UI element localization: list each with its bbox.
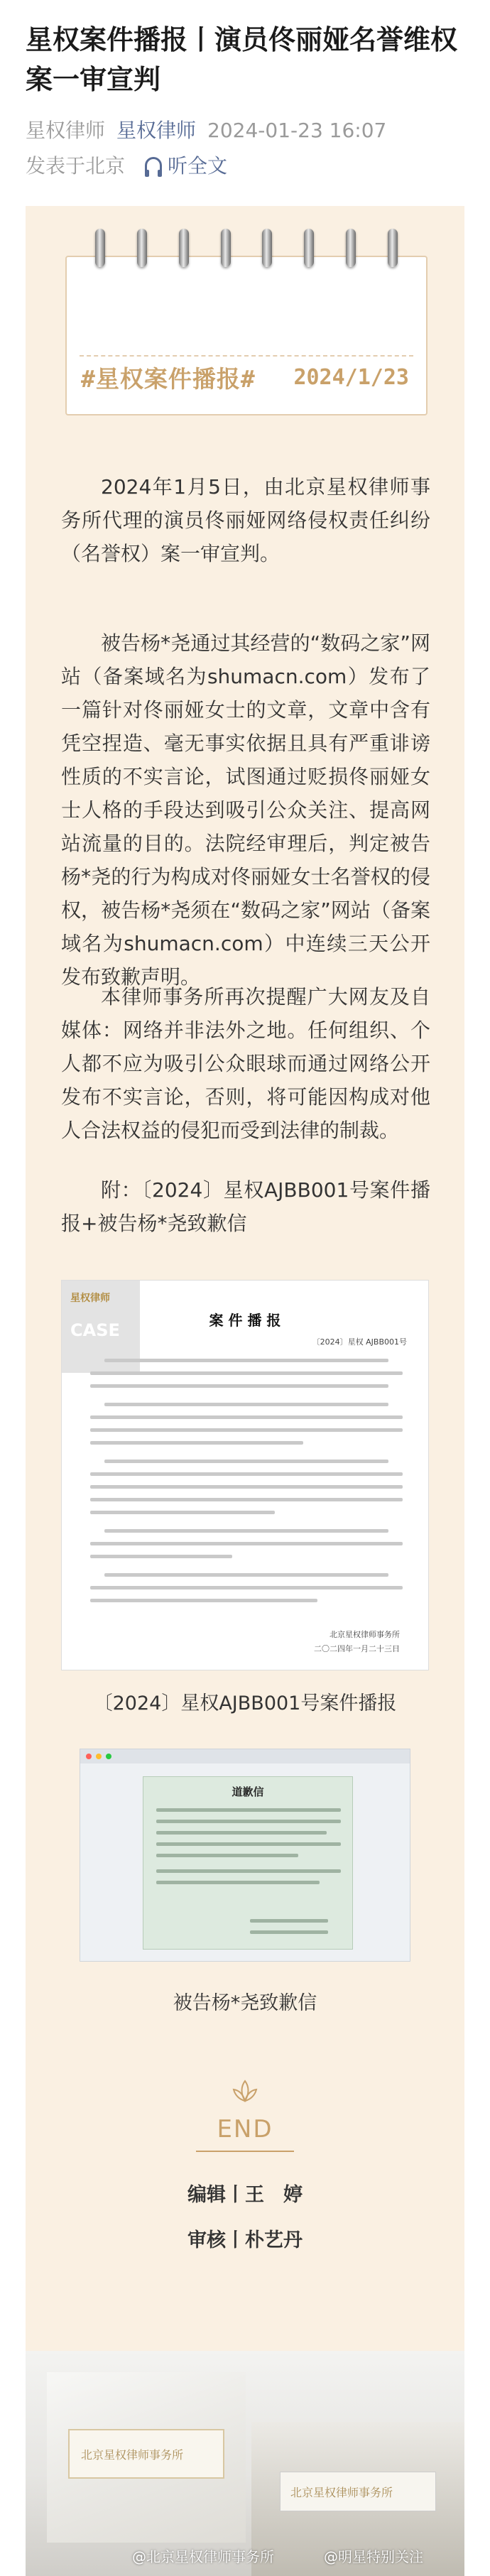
doc-text-line [90, 1542, 403, 1545]
doc-text-line [104, 1359, 388, 1362]
doc-logo: 星权律师 [70, 1293, 110, 1304]
notice-text-line [156, 1854, 298, 1857]
article-body [26, 206, 464, 2576]
banner-card [65, 256, 428, 415]
apology-heading: 道歉信 [232, 1786, 264, 1798]
doc-firm: 北京星权律师事务所 [330, 1630, 400, 1639]
doc-text-line [90, 1428, 403, 1432]
close-dot-icon [86, 1754, 92, 1759]
notice-text-line [156, 1808, 341, 1812]
binder-rings [65, 229, 428, 271]
doc-number: 〔2024〕星权 AJBB001号 [312, 1337, 407, 1347]
article-title: 星权案件播报丨演员佟丽娅名誉维权案一审宣判 [26, 24, 458, 95]
end-label: END [217, 2115, 273, 2143]
apology-caption: 被告杨*尧致歉信 [173, 1992, 317, 2014]
maximize-dot-icon [106, 1754, 111, 1759]
apology-letter-image[interactable] [80, 1749, 410, 1962]
binder-ring [95, 229, 105, 267]
apology-notice [143, 1776, 353, 1950]
doc-case-word: CASE [70, 1320, 120, 1340]
reviewer-credit: 审核丨朴艺丹 [187, 2229, 303, 2251]
doc-date: 二〇二四年一月二十三日 [314, 1644, 400, 1653]
doc-text-line [104, 1529, 388, 1533]
banner-tag: #星权案件播报# [81, 365, 256, 393]
binder-ring [179, 229, 189, 267]
doc-text-line [104, 1460, 388, 1463]
watermark-right: @明星特别关注 [324, 2548, 423, 2565]
doc-text-line [90, 1485, 403, 1489]
notice-text-line [156, 1869, 341, 1873]
banner-divider [80, 355, 413, 357]
office-sign [68, 2429, 224, 2479]
doc-text-line [90, 1498, 403, 1501]
editor-credit: 编辑丨王 婷 [187, 2184, 303, 2206]
case-report-caption: 〔2024〕星权AJBB001号案件播报 [93, 1692, 397, 1714]
doc-text-line [104, 1403, 388, 1406]
notice-text-line [156, 1820, 341, 1823]
listen-button[interactable] [145, 151, 227, 179]
publish-location: 发表于北京 [26, 154, 126, 178]
author-name: 星权律师 [26, 119, 106, 142]
paragraph-1: 2024年1月5日，由北京星权律师事务所代理的演员佟丽娅网络侵权责任纠纷（名誉权）案一审宣判。 [61, 475, 430, 565]
publish-time: 2024-01-23 16:07 [207, 119, 387, 142]
notice-text-line [156, 1831, 327, 1835]
binder-ring [304, 229, 314, 267]
minimize-dot-icon [96, 1754, 102, 1759]
office-sign-2 [280, 2472, 436, 2511]
watermark-left: @北京星权律师事务所 [132, 2548, 274, 2565]
doc-text-line [90, 1586, 403, 1589]
office-sign-text: 北京星权律师事务所 [81, 2448, 184, 2462]
account-link[interactable]: 星权律师 [116, 119, 197, 142]
doc-text-line [90, 1555, 232, 1558]
doc-text-line [90, 1415, 403, 1419]
listen-label: 听全文 [168, 154, 228, 178]
banner-date: 2024/1/23 [293, 365, 409, 390]
lotus-icon [229, 2077, 261, 2109]
binder-ring [137, 229, 147, 267]
paragraph-3: 本律师事务所再次提醒广大网友及自媒体：网络并非法外之地。任何组织、个人都不应为吸引公众眼球而通过网络公开发布不实言论，否则，将可能因构成对他人合法权益的侵犯而受到法律的制裁。 [61, 985, 430, 1142]
end-divider [196, 2151, 294, 2152]
headphone-icon [145, 157, 162, 173]
case-report-image[interactable] [61, 1280, 429, 1670]
article-meta [26, 115, 386, 143]
doc-heading: 案 件 播 报 [209, 1312, 281, 1329]
doc-text-line [90, 1599, 317, 1602]
notice-text-line [156, 1881, 320, 1884]
doc-text-line [90, 1511, 275, 1514]
browser-bar [80, 1749, 410, 1763]
doc-text-line [90, 1441, 303, 1445]
binder-ring [262, 229, 272, 267]
office-sign-text-2: 北京星权律师事务所 [290, 2486, 393, 2499]
paragraph-4: 附：〔2024〕星权AJBB001号案件播报+被告杨*尧致歉信 [61, 1178, 430, 1235]
paragraph-2: 被告杨*尧通过其经营的“数码之家”网站（备案域名为shumacn.com）发布了一篇针对佟丽娅女士的文章，文章中含有凭空捏造、毫无事实依据且具有严重诽谤性质的不实言论，试图通过贬损佟丽娅女士人格的手段达到吸引公众关注、提高网站流量的目的。法院经审理后，判定被告杨*尧的行为构成对佟丽娅女士名誉权的侵权，被告杨*尧须在“数码之家”网站（备案域名为shumacn.com）中连续三天公开发布致歉声明。 [61, 631, 430, 989]
binder-ring [221, 229, 231, 267]
notice-text-line [156, 1842, 341, 1846]
doc-text-line [90, 1384, 388, 1388]
binder-ring [346, 229, 356, 267]
notice-text-line [250, 1919, 328, 1923]
binder-ring [388, 229, 398, 267]
doc-text-line [104, 1573, 388, 1577]
doc-text-line [90, 1371, 403, 1375]
notice-text-line [250, 1930, 328, 1934]
doc-text-line [90, 1472, 403, 1476]
article-meta-location [26, 151, 227, 179]
